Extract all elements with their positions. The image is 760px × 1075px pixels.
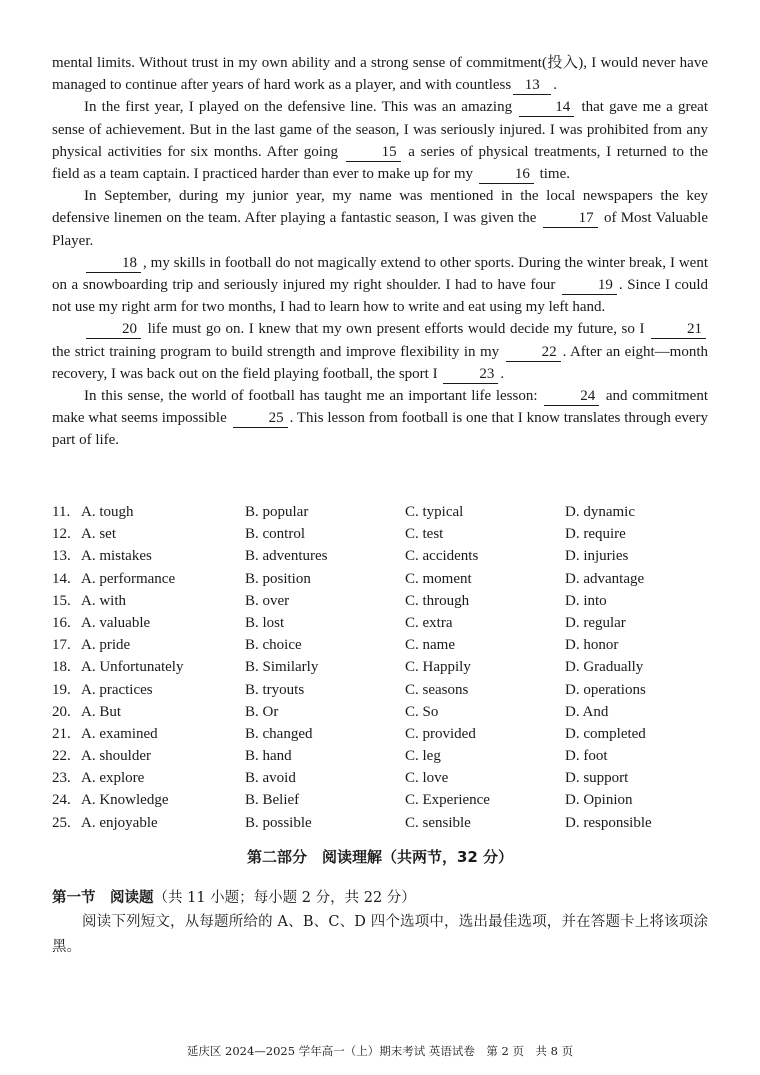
option-row-16: [52, 612, 708, 634]
option-d: D. responsible: [565, 814, 652, 831]
question-number: 15.: [52, 592, 71, 609]
section-heading: [52, 886, 708, 907]
option-a: A. pride: [81, 637, 131, 654]
option-b: B. Similarly: [245, 659, 319, 676]
option-a: A. valuable: [81, 614, 151, 631]
blank-13: 13: [513, 77, 551, 95]
question-number: 21.: [52, 725, 71, 742]
paragraph-text: . Since I could not use my right arm for two months, I had to learn how to write and eat using my left hand.: [52, 277, 708, 316]
option-c: C. So: [405, 703, 439, 720]
option-b: B. lost: [245, 614, 285, 631]
option-a: A. tough: [81, 504, 134, 520]
option-d: D. completed: [565, 725, 646, 742]
paragraph-text: .: [500, 365, 505, 382]
option-c: C. Experience: [405, 792, 490, 809]
paragraph-text: that gave me a great sense of achievement. But in the last game of the season, I was seriously injured. I was prohibited from any physical activities for six months. After going: [52, 99, 708, 160]
option-d: D. support: [565, 770, 629, 787]
blank-16: 16: [479, 166, 534, 184]
option-b: B. tryouts: [245, 681, 305, 698]
question-number: 16.: [52, 614, 71, 631]
option-c: C. leg: [405, 748, 441, 765]
option-a: A. Knowledge: [81, 792, 169, 809]
paragraph-5: [52, 318, 708, 385]
paragraph-text: , my skills in football do not magically extend to other sports. During the winter break, I went on a snowboarding trip and seriously injured my right shoulder. I had to have four: [52, 254, 708, 294]
question-number: 20.: [52, 703, 71, 720]
blank-24: 24: [544, 388, 599, 406]
option-row-12: [52, 523, 708, 545]
paragraph-3: [52, 185, 708, 252]
paragraph-text: of Most Valuable Player.: [52, 210, 709, 249]
blank-21: 21: [651, 321, 706, 339]
section-instructions: 阅读下列短文，从每题所给的 A、B、C、D 四个选项中，选出最佳选项，并在答题卡上将该项涂黑。: [52, 914, 708, 955]
option-b: B. popular: [245, 504, 309, 520]
option-a: A. But: [81, 703, 122, 720]
option-c: C. through: [405, 592, 470, 609]
question-number: 22.: [52, 748, 71, 765]
option-b: B. control: [245, 526, 305, 543]
option-a: A. examined: [81, 725, 158, 742]
section-detail: （共 11 小题；每小题 2 分，共 22 分）: [153, 890, 416, 906]
option-c: C. provided: [405, 725, 476, 742]
option-a: A. with: [81, 592, 126, 609]
blank-15: 15: [346, 144, 401, 162]
option-row-22: [52, 745, 708, 767]
paragraph-1: [52, 52, 708, 96]
option-c: C. sensible: [405, 814, 471, 831]
option-c: C. name: [405, 637, 455, 654]
paragraph-text: mental limits. Without trust in my own ability and a strong sense of commitment(投入), I would never have managed to continue after years of hard work as a player, and with countless: [52, 55, 708, 94]
option-d: D. dynamic: [565, 504, 635, 520]
blank-14: 14: [519, 99, 574, 117]
question-number: 18.: [52, 659, 71, 676]
paragraph-text: . This lesson from football is one that I know translates through every part of life.: [52, 410, 708, 449]
option-row-17: [52, 634, 708, 656]
paragraph-text: and commitment make what seems impossible: [52, 388, 709, 427]
option-row-11: [52, 501, 708, 523]
option-a: A. set: [81, 526, 116, 543]
paragraph-text: . After an eight—month recovery, I was back out on the field playing football, the sport I: [52, 343, 708, 382]
page-footer: 延庆区 2024—2025 学年高一（上）期末考试 英语试卷 第 2 页 共 8 页: [186, 1044, 574, 1058]
option-b: B. adventures: [245, 548, 328, 565]
option-row-13: [52, 545, 708, 567]
question-number: 23.: [52, 770, 71, 787]
option-c: C. love: [405, 770, 449, 787]
cloze-passage: [52, 52, 708, 452]
blank-19: 19: [562, 277, 617, 295]
part-two-title: 第二部分 阅读理解（共两节，32 分）: [246, 848, 514, 866]
option-d: D. And: [565, 703, 609, 720]
question-number: 13.: [52, 548, 71, 565]
option-b: B. possible: [245, 814, 312, 831]
option-row-24: [52, 789, 708, 811]
option-row-19: [52, 679, 708, 701]
option-b: B. Belief: [245, 792, 300, 809]
blank-18: 18: [86, 255, 141, 273]
option-d: D. injuries: [565, 548, 629, 565]
paragraph-text: In the first year, I played on the defensive line. This was an amazing: [84, 99, 513, 116]
option-a: A. Unfortunately: [81, 659, 184, 676]
option-b: B. choice: [245, 637, 302, 654]
paragraph-2: [52, 96, 708, 185]
paragraph-text: the strict training program to build strength and improve flexibility in my: [52, 343, 500, 360]
blank-25: 25: [233, 410, 288, 428]
option-a: A. explore: [81, 770, 145, 787]
option-d: D. regular: [565, 614, 626, 631]
paragraph-4: [52, 252, 708, 319]
paragraph-text: a series of physical treatments, I returned to the field as a team captain. I practiced harder than ever to make up for my: [52, 143, 708, 183]
option-d: D. advantage: [565, 570, 645, 587]
option-d: D. foot: [565, 748, 608, 765]
option-a: A. practices: [81, 681, 153, 698]
option-c: C. accidents: [405, 548, 479, 565]
option-c: C. moment: [405, 570, 472, 587]
paragraph-text: time.: [539, 166, 570, 183]
paragraph-text: .: [553, 77, 557, 94]
option-d: D. into: [565, 592, 607, 609]
option-row-14: [52, 568, 708, 590]
blank-22: 22: [506, 344, 561, 362]
option-d: D. honor: [565, 637, 619, 654]
question-number: 11.: [52, 504, 71, 520]
option-c: C. typical: [405, 504, 464, 520]
option-row-21: [52, 723, 708, 745]
option-b: B. over: [245, 592, 290, 609]
option-c: C. test: [405, 526, 444, 543]
option-row-25: [52, 812, 708, 834]
option-c: C. extra: [405, 614, 453, 631]
option-a: A. mistakes: [81, 548, 152, 565]
option-b: B. avoid: [245, 770, 296, 787]
option-a: A. performance: [81, 570, 176, 587]
option-c: C. Happily: [405, 659, 471, 676]
option-a: A. enjoyable: [81, 814, 158, 831]
blank-17: 17: [543, 210, 598, 228]
blank-23: 23: [443, 366, 498, 384]
paragraph-text: In this sense, the world of football has taught me an important life lesson:: [84, 388, 538, 405]
paragraph-text: life must go on. I knew that my own present efforts would decide my future, so I: [147, 321, 645, 338]
paragraph-6: [52, 385, 708, 452]
option-d: D. operations: [565, 681, 646, 698]
option-b: B. changed: [245, 725, 313, 742]
option-b: B. position: [245, 570, 311, 587]
question-number: 19.: [52, 681, 71, 698]
option-row-20: [52, 701, 708, 723]
option-b: B. hand: [245, 748, 292, 765]
option-a: A. shoulder: [81, 748, 151, 765]
question-number: 24.: [52, 792, 71, 809]
answer-options: [52, 501, 708, 834]
option-d: D. require: [565, 526, 626, 543]
section-name: 第一节 阅读题: [52, 890, 154, 906]
option-b: B. Or: [245, 703, 279, 720]
question-number: 14.: [52, 570, 71, 587]
question-number: 12.: [52, 526, 71, 543]
option-row-15: [52, 590, 708, 612]
paragraph-text: In September, during my junior year, my name was mentioned in the local newspapers the key defensive linemen on the team. After playing a fantastic season, I was given the: [52, 188, 708, 227]
blank-20: 20: [86, 321, 141, 339]
question-number: 25.: [52, 814, 71, 831]
option-row-18: [52, 656, 708, 678]
option-row-23: [52, 767, 708, 789]
option-d: D. Opinion: [565, 792, 633, 809]
question-number: 17.: [52, 637, 71, 654]
option-c: C. seasons: [405, 681, 469, 698]
option-d: D. Gradually: [565, 659, 644, 676]
